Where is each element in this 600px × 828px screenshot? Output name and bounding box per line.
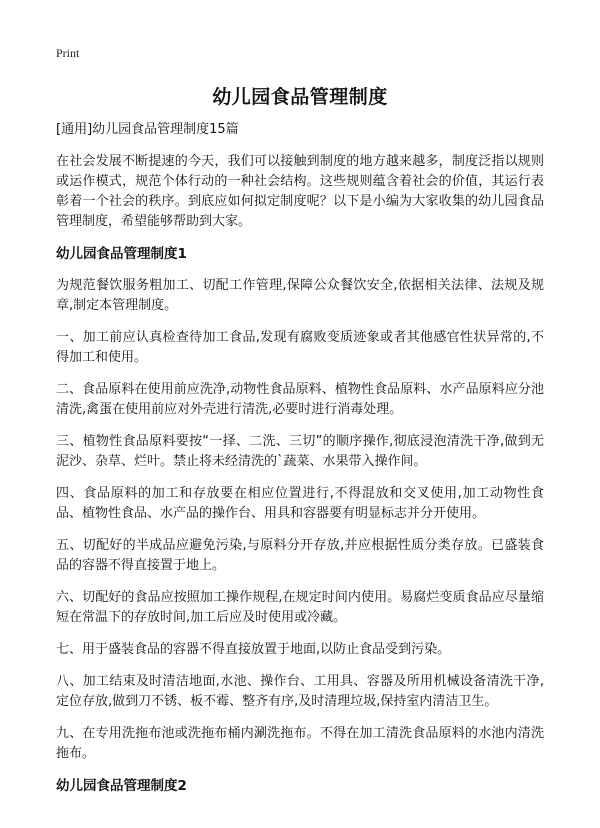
document-body xyxy=(56,120,544,808)
section-1-paragraph-2: 一、加工前应认真检查待加工食品,发现有腐败变质迹象或者其他感官性状异常的,不得加工和使用。 xyxy=(56,330,544,365)
section-1-paragraph-4: 三、植物性食品原料要按“一择、二洗、三切”的顺序操作,彻底浸泡清洗干净,做到无泥沙、杂草、烂叶。禁止将未经清洗的`蔬菜、水果带入操作间。 xyxy=(56,434,544,469)
section-1-paragraph-9: 八、加工结束及时清洁地面,水池、操作台、工用具、容器及所用机械设备清洗干净,定位存放,做到刀不锈、板不霉、整齐有序,及时清理垃圾,保持室内清洁卫生。 xyxy=(56,674,544,709)
section-1-paragraph-6: 五、切配好的半成品应避免污染,与原料分开存放,并应根据性质分类存放。已盛装食品的容器不得直接置于地上。 xyxy=(56,538,544,573)
document-subtitle: [通用]幼儿园食品管理制度15篇 xyxy=(56,122,239,137)
document-title: 幼儿园食品管理制度 xyxy=(212,86,388,108)
section-1-paragraph-10: 九、在专用洗拖布池或洗拖布桶内涮洗拖布。不得在加工清洗食品原料的水池内清洗拖布。 xyxy=(56,726,544,761)
print-link[interactable]: Print xyxy=(56,46,80,60)
section-heading-2: 幼儿园食品管理制度2 xyxy=(56,778,187,794)
intro-paragraph: 在社会发展不断提速的今天，我们可以接触到制度的地方越来越多，制度泛指以规则或运作模式，规范个体行动的一种社会结构。这些规则蕴含着社会的价值，其运行表彰着一个社会的秩序。到底应如何拟定制度呢？以下是小编为大家收集的幼儿园食品管理制度，希望能够帮助到大家。 xyxy=(56,154,544,229)
section-1-paragraph-5: 四、食品原料的加工和存放要在相应位置进行,不得混放和交叉使用,加工动物性食品、植物性食品、水产品的操作台、用具和容器要有明显标志并分开使用。 xyxy=(56,486,544,521)
section-1-paragraph-7: 六、切配好的食品应按照加工操作规程,在规定时间内使用。易腐烂变质食品应尽量缩短在常温下的存放时间,加工后应及时使用或冷藏。 xyxy=(56,590,544,625)
section-1-paragraph-3: 二、食品原料在使用前应洗净,动物性食品原料、植物性食品原料、水产品原料应分池清洗,禽蛋在使用前应对外壳进行清洗,必要时进行消毒处理。 xyxy=(56,382,544,417)
section-1-paragraph-1: 为规范餐饮服务粗加工、切配工作管理,保障公众餐饮安全,依据相关法律、法规及规章,制定本管理制度。 xyxy=(56,278,544,313)
section-heading-1: 幼儿园食品管理制度1 xyxy=(56,246,187,262)
section-1-paragraph-8: 七、用于盛装食品的容器不得直接放置于地面,以防止食品受到污染。 xyxy=(56,642,451,657)
